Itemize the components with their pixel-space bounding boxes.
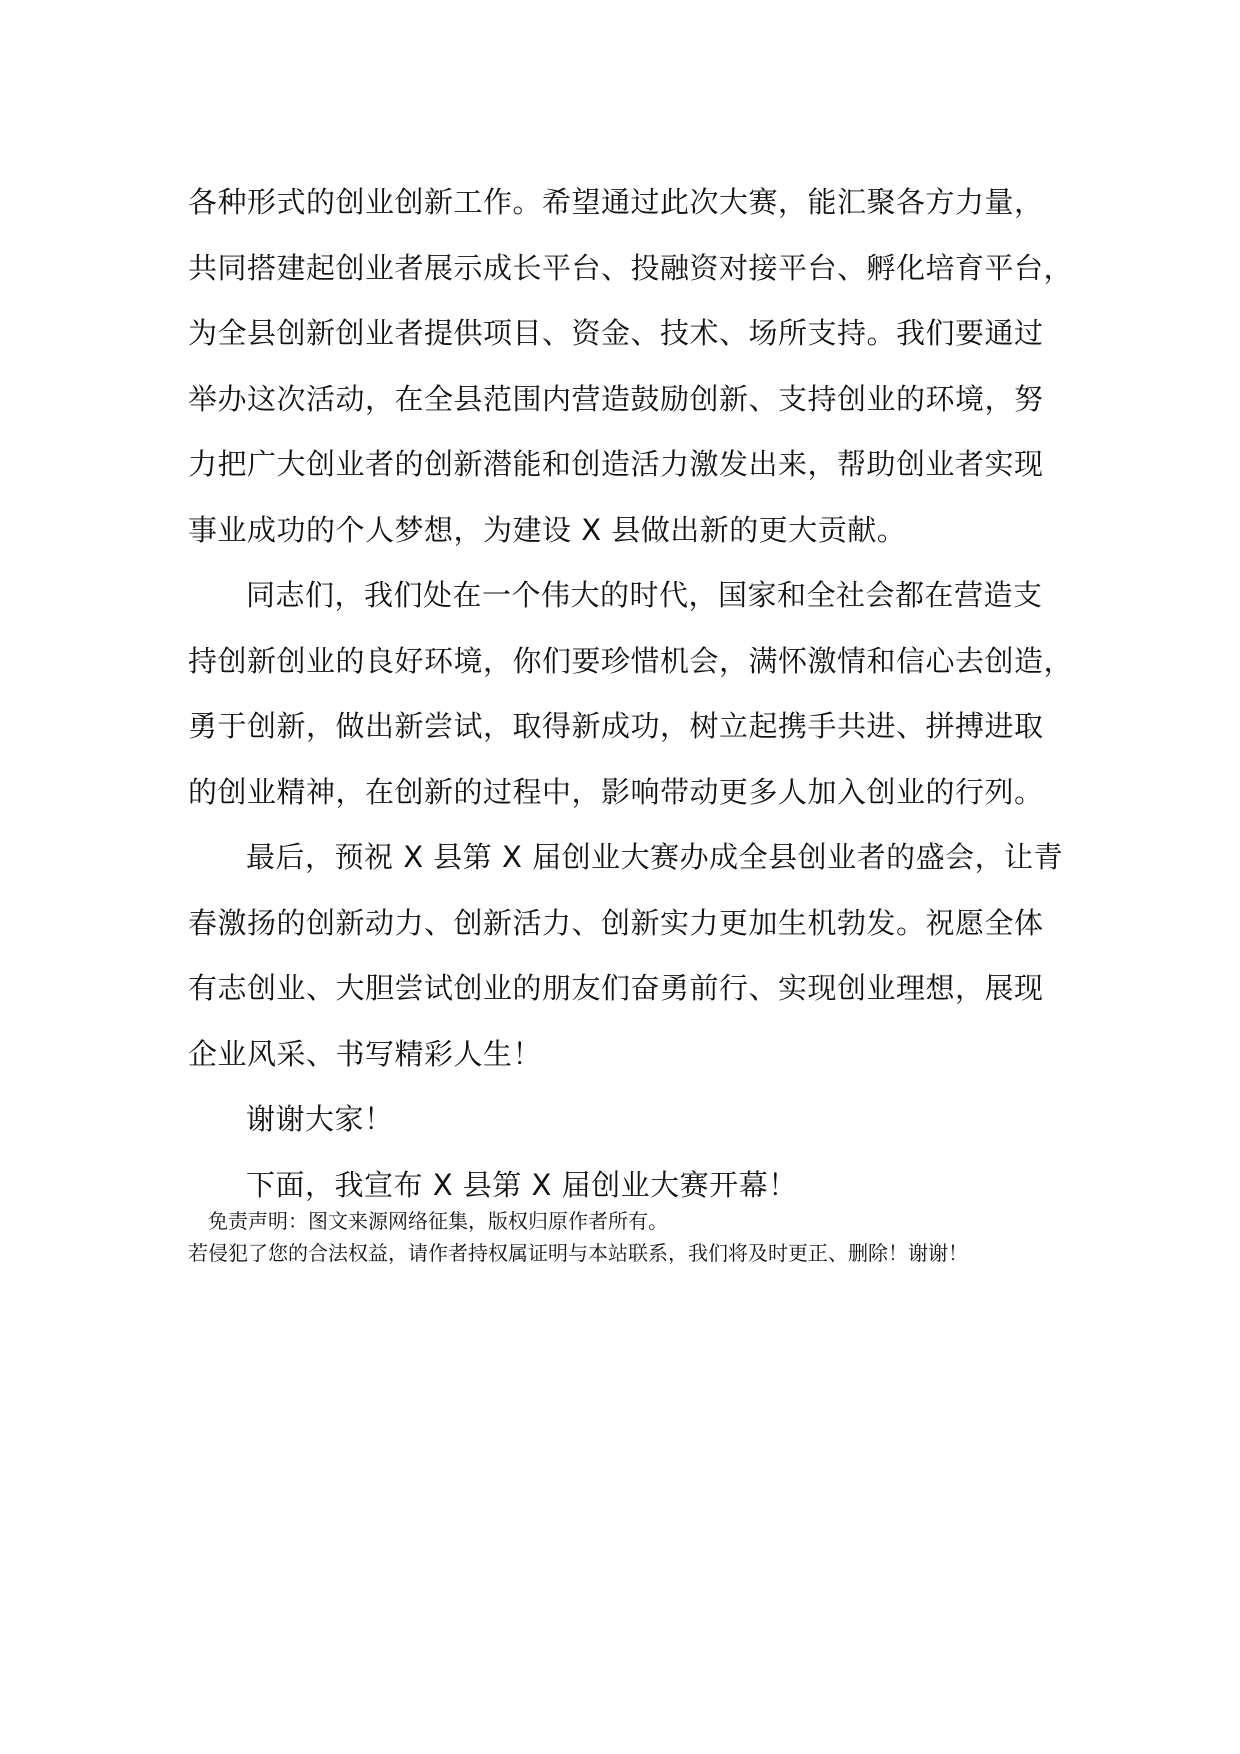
paragraph-line: 勇于创新，做出新尝试，取得新成功，树立起携手共进、拼搏进取 [188, 709, 1044, 743]
paragraph-line: 同志们，我们处在一个伟大的时代，国家和全社会都在营造支 [246, 578, 1043, 612]
disclaimer [188, 1205, 1088, 1269]
paragraph-line: 各种形式的创业创新工作。希望通过此次大赛，能汇聚各方力量， [188, 185, 1044, 219]
paragraph-line: 共同搭建起创业者展示成长平台、投融资对接平台、孵化培育平台， [188, 250, 1074, 285]
opening-announcement: 下面，我宣布 X 县第 X 届创业大赛开幕！ [246, 1167, 798, 1202]
paragraph-line: 举办这次活动，在全县范围内营造鼓励创新、支持创业的环境，努 [188, 381, 1044, 416]
paragraph-line: 企业风采、书写精彩人生！ [188, 1036, 543, 1071]
paragraph-line: 力把广大创业者的创新潜能和创造活力激发出来，帮助创业者实现 [188, 447, 1044, 481]
closing-thanks: 谢谢大家！ [246, 1102, 394, 1136]
speech-body [188, 170, 1088, 1218]
paragraph-line: 春激扬的创新动力、创新活力、创新实力更加生机勃发。祝愿全体 [188, 905, 1044, 940]
paragraph-line: 持创新创业的良好环境，你们要珍惜机会，满怀激情和信心去创造， [188, 643, 1074, 678]
paragraph-line: 有志创业、大胆尝试创业的朋友们奋勇前行、实现创业理想，展现 [188, 971, 1044, 1005]
paragraph-line: 最后，预祝 X 县第 X 届创业大赛办成全县创业者的盛会，让青 [246, 840, 1064, 874]
paragraph-line: 为全县创新创业者提供项目、资金、技术、场所支持。我们要通过 [188, 316, 1044, 350]
paragraph-line: 事业成功的个人梦想，为建设 X 县做出新的更大贡献。 [188, 512, 907, 547]
disclaimer-line: 免责声明：图文来源网络征集，版权归原作者所有。 [208, 1209, 668, 1233]
paragraph-line: 的创业精神，在创新的过程中，影响带动更多人加入创业的行列。 [188, 774, 1044, 809]
disclaimer-line: 若侵犯了您的合法权益，请作者持权属证明与本站联系，我们将及时更正、删除！谢谢！ [188, 1241, 968, 1265]
